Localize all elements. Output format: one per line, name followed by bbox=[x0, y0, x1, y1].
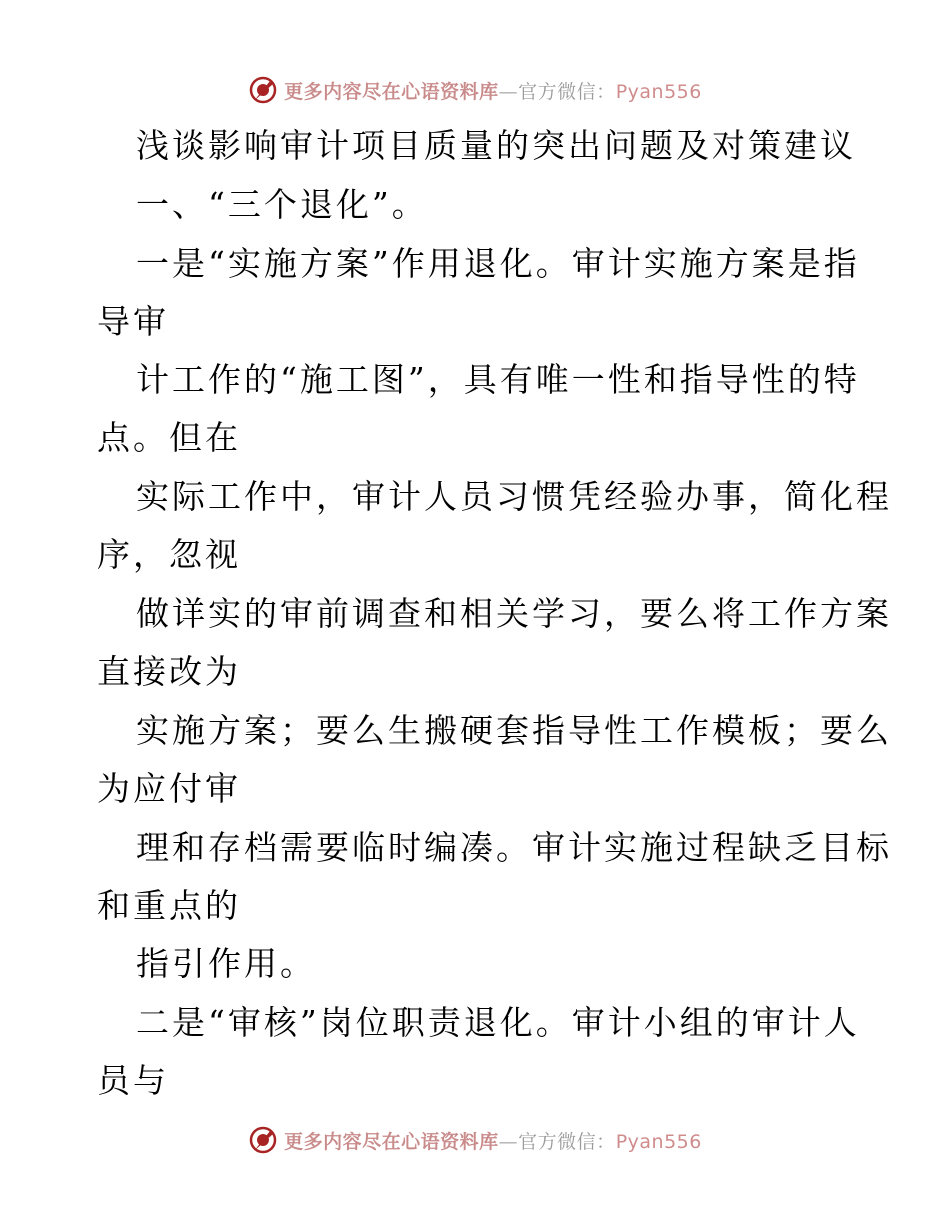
footer-watermark bbox=[0, 1120, 950, 1160]
watermark-group bbox=[248, 1125, 702, 1155]
paragraph-line: 二是“审核”岗位职责退化。审计小组的审计人 bbox=[136, 1003, 860, 1042]
watermark-brand: 更多内容尽在心语资料库 bbox=[284, 1130, 499, 1153]
paragraph-line: 导审 bbox=[97, 302, 169, 341]
paragraph-line: 员与 bbox=[97, 1061, 169, 1100]
paragraph-line: 指引作用。 bbox=[136, 944, 316, 983]
watermark-id: Pyan556 bbox=[615, 80, 702, 103]
quill-seal-icon bbox=[248, 1125, 278, 1155]
watermark-separator: — bbox=[498, 80, 519, 103]
quill-seal-icon bbox=[248, 75, 278, 105]
paragraph-line: 和重点的 bbox=[97, 886, 241, 925]
watermark-label: 官方微信： bbox=[518, 80, 616, 103]
paragraph-line: 实施方案；要么生搬硬套指导性工作模板；要么 bbox=[136, 711, 892, 750]
paragraph-line: 点。但在 bbox=[97, 418, 241, 457]
section-heading: 一、“三个退化”。 bbox=[136, 185, 428, 224]
paragraph-line: 做详实的审前调查和相关学习，要么将工作方案 bbox=[136, 594, 892, 633]
paragraph-line: 实际工作中，审计人员习惯凭经验办事，简化程 bbox=[136, 477, 892, 516]
watermark-group bbox=[248, 75, 702, 105]
paragraph-line: 直接改为 bbox=[97, 652, 241, 691]
document-title: 浅谈影响审计项目质量的突出问题及对策建议 bbox=[136, 126, 856, 165]
paragraph-line: 序，忽视 bbox=[97, 535, 241, 574]
watermark-id: Pyan556 bbox=[615, 1130, 702, 1153]
paragraph-line: 计工作的“施工图”，具有唯一性和指导性的特 bbox=[136, 360, 860, 399]
paragraph-line: 理和存档需要临时编凑。审计实施过程缺乏目标 bbox=[136, 828, 892, 867]
paragraph-line: 为应付审 bbox=[97, 769, 241, 808]
header-watermark bbox=[0, 70, 950, 110]
watermark-brand: 更多内容尽在心语资料库 bbox=[284, 80, 499, 103]
watermark-label: 官方微信： bbox=[518, 1130, 616, 1153]
watermark-separator: — bbox=[498, 1130, 519, 1153]
paragraph-line: 一是“实施方案”作用退化。审计实施方案是指 bbox=[136, 244, 860, 283]
